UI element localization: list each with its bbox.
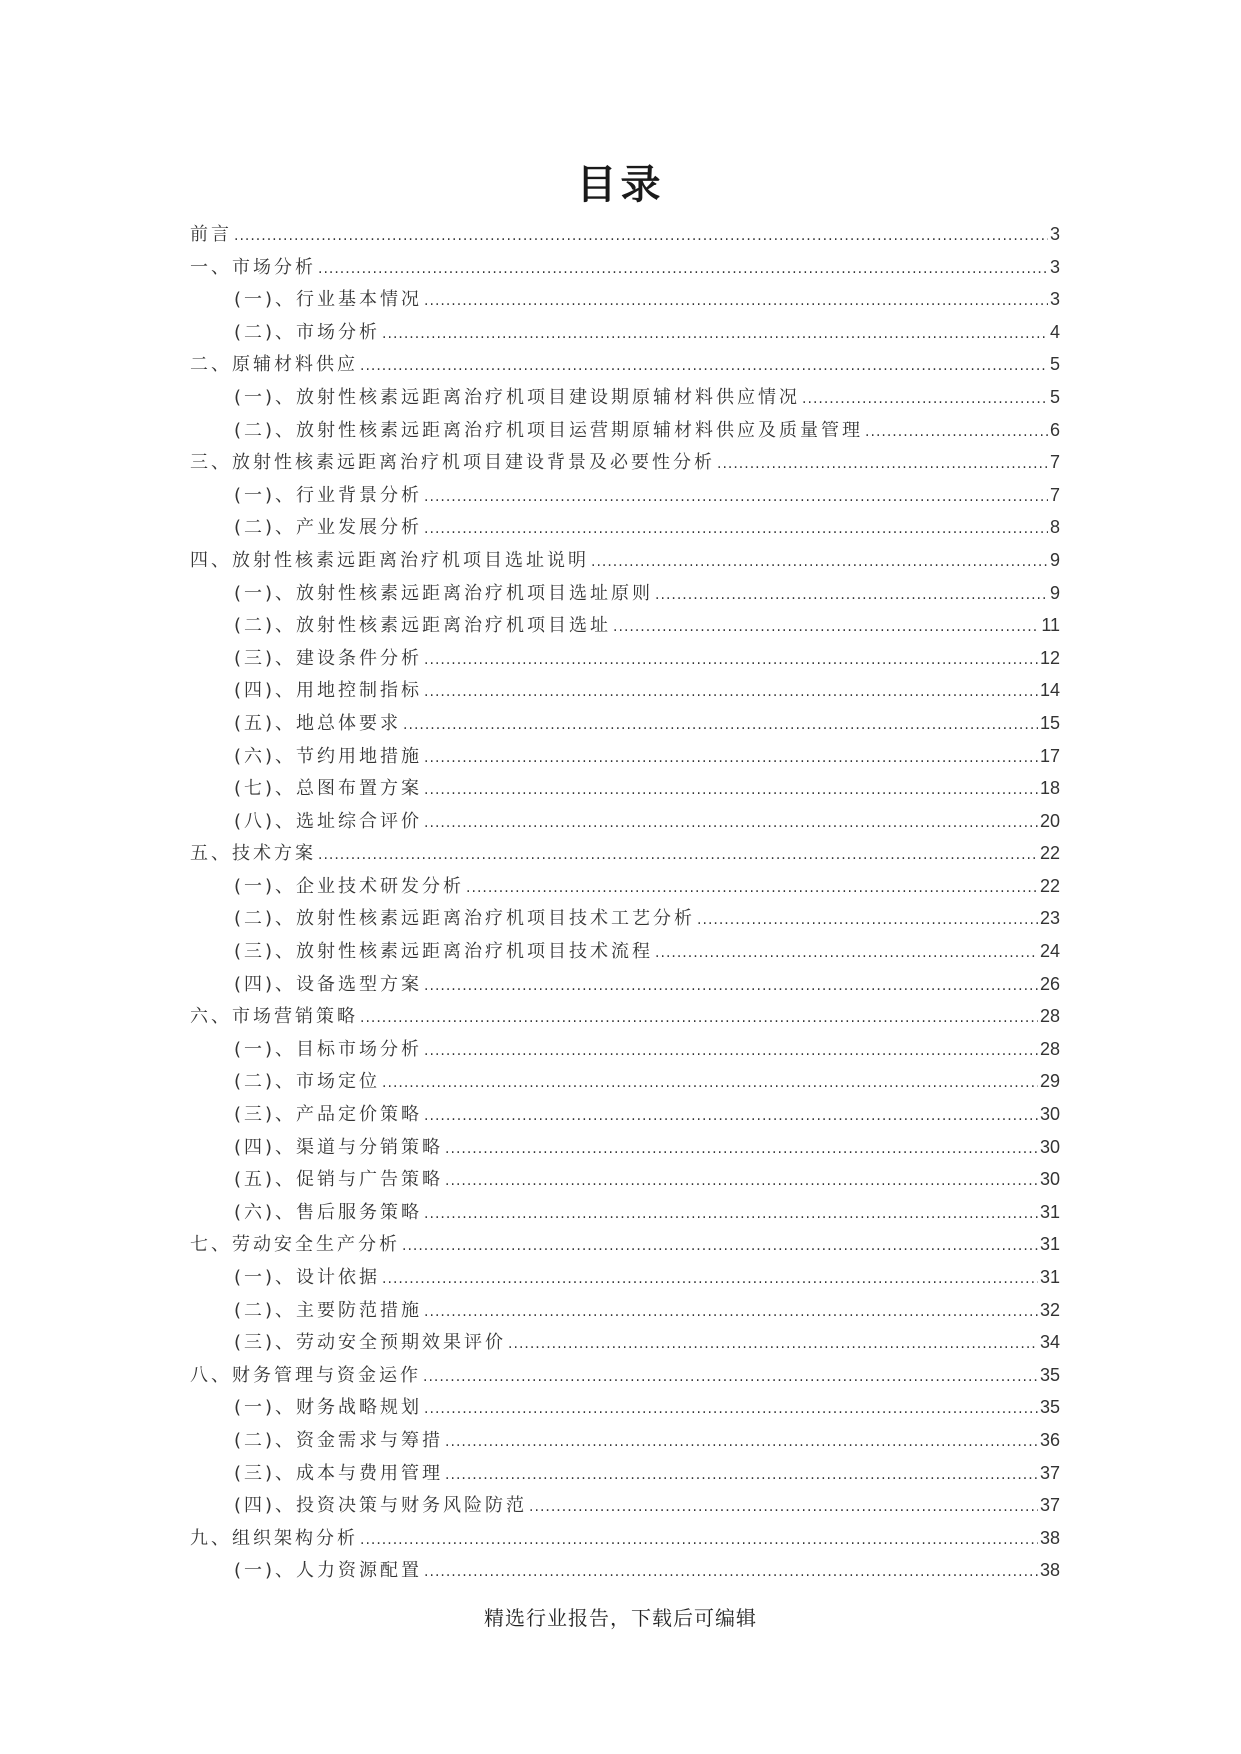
- toc-entry-label: (二)、放射性核素远距离治疗机项目选址: [234, 615, 612, 637]
- toc-entry-page-number: 7: [1049, 484, 1060, 505]
- toc-entry[interactable]: [190, 251, 1060, 284]
- toc-dot-leader: [382, 318, 1048, 351]
- toc-dot-leader: [318, 253, 1048, 286]
- toc-dot-leader: [445, 1459, 1038, 1492]
- toc-entry-label: (三)、产品定价策略: [234, 1104, 423, 1126]
- toc-entry-label: (一)、人力资源配置: [234, 1560, 423, 1582]
- toc-entry-page-number: 7: [1049, 452, 1060, 473]
- toc-dot-leader: [360, 350, 1048, 383]
- toc-entry-label: (二)、市场分析: [234, 321, 381, 343]
- toc-entry[interactable]: [190, 218, 1060, 251]
- toc-entry[interactable]: [190, 707, 1060, 740]
- toc-entry[interactable]: [190, 1131, 1060, 1164]
- toc-entry[interactable]: [190, 1359, 1060, 1392]
- toc-dot-leader: [382, 1067, 1038, 1100]
- toc-entry-page-number: 38: [1039, 1527, 1060, 1548]
- toc-dot-leader: [445, 1426, 1038, 1459]
- toc-entry-page-number: 22: [1039, 875, 1060, 896]
- toc-entry[interactable]: [190, 837, 1060, 870]
- toc-entry[interactable]: [190, 674, 1060, 707]
- toc-entry[interactable]: [190, 609, 1060, 642]
- toc-entry-label: (五)、地总体要求: [234, 712, 402, 734]
- toc-entry-label: (二)、主要防范措施: [234, 1299, 423, 1321]
- toc-entry-page-number: 3: [1049, 289, 1060, 310]
- toc-entry[interactable]: [190, 446, 1060, 479]
- toc-entry-label: (二)、放射性核素远距离治疗机项目运营期原辅材料供应及质量管理: [234, 419, 864, 441]
- toc-entry[interactable]: [190, 968, 1060, 1001]
- toc-dot-leader: [424, 285, 1048, 318]
- toc-dot-leader: [424, 1556, 1038, 1589]
- toc-entry-page-number: 31: [1039, 1201, 1060, 1222]
- toc-entry[interactable]: [190, 870, 1060, 903]
- toc-entry-label: 三、放射性核素远距离治疗机项目建设背景及必要性分析: [190, 452, 715, 474]
- toc-entry[interactable]: [190, 772, 1060, 805]
- toc-entry-page-number: 30: [1039, 1136, 1060, 1157]
- toc-dot-leader: [717, 448, 1048, 481]
- toc-dot-leader: [360, 1002, 1038, 1035]
- toc-entry-label: (一)、设计依据: [234, 1267, 381, 1288]
- toc-entry-page-number: 32: [1039, 1299, 1060, 1320]
- toc-entry-page-number: 28: [1039, 1006, 1060, 1027]
- toc-entry[interactable]: [190, 348, 1060, 381]
- toc-entry[interactable]: [190, 1033, 1060, 1066]
- toc-entry-label: (四)、设备选型方案: [234, 973, 423, 995]
- toc-entry-page-number: 20: [1039, 810, 1060, 831]
- toc-entry-label: (一)、放射性核素远距离治疗机项目建设期原辅材料供应情况: [234, 386, 801, 408]
- toc-dot-leader: [655, 579, 1048, 612]
- toc-entry-label: (二)、市场定位: [234, 1071, 381, 1093]
- toc-entry-page-number: 3: [1049, 256, 1060, 277]
- toc-dot-leader: [445, 1133, 1038, 1166]
- toc-dot-leader: [424, 1035, 1038, 1068]
- toc-entry[interactable]: [190, 316, 1060, 349]
- toc-entry[interactable]: [190, 1228, 1060, 1261]
- toc-entry-label: (一)、放射性核素远距离治疗机项目选址原则: [234, 582, 654, 604]
- toc-dot-leader: [403, 709, 1038, 742]
- toc-entry-label: (四)、用地控制指标: [234, 680, 423, 702]
- toc-entry-page-number: 28: [1039, 1038, 1060, 1059]
- toc-entry[interactable]: [190, 1261, 1060, 1294]
- toc-entry-page-number: 37: [1039, 1462, 1060, 1483]
- toc-entry-page-number: 9: [1049, 549, 1060, 570]
- toc-entry[interactable]: [190, 1424, 1060, 1457]
- toc-entry-page-number: 26: [1039, 973, 1060, 994]
- toc-entry-label: (二)、产业发展分析: [234, 517, 423, 539]
- toc-dot-leader: [423, 1361, 1038, 1394]
- toc-entry-label: 四、放射性核素远距离治疗机项目选址说明: [190, 549, 589, 571]
- toc-entry-page-number: 3: [1049, 224, 1060, 244]
- toc-dot-leader: [424, 970, 1038, 1003]
- toc-entry-label: (三)、放射性核素远距离治疗机项目技术流程: [234, 941, 654, 963]
- toc-entry-label: (四)、投资决策与财务风险防范: [234, 1495, 528, 1517]
- toc-dot-leader: [424, 774, 1038, 807]
- toc-entry[interactable]: [190, 935, 1060, 968]
- toc-entry[interactable]: [190, 381, 1060, 414]
- toc-entry-label: (八)、选址综合评价: [234, 810, 423, 832]
- toc-entry[interactable]: [190, 283, 1060, 316]
- toc-entry[interactable]: [190, 414, 1060, 447]
- toc-entry-label: 七、劳动安全生产分析: [190, 1234, 400, 1256]
- toc-entry[interactable]: [190, 1196, 1060, 1229]
- toc-entry-label: (二)、资金需求与筹措: [234, 1429, 444, 1451]
- toc-entry-page-number: 18: [1039, 778, 1060, 799]
- toc-dot-leader: [424, 481, 1048, 514]
- toc-dot-leader: [424, 513, 1048, 546]
- toc-entry[interactable]: [190, 1000, 1060, 1033]
- toc-entry-page-number: 35: [1039, 1364, 1060, 1385]
- toc-entry[interactable]: [190, 544, 1060, 577]
- toc-dot-leader: [424, 1198, 1038, 1231]
- toc-dot-leader: [424, 807, 1038, 840]
- toc-entry-page-number: 15: [1039, 712, 1060, 733]
- toc-dot-leader: [466, 872, 1038, 905]
- page-footer: 精选行业报告，下载后可编辑: [484, 1606, 757, 1630]
- toc-entry-page-number: 8: [1049, 517, 1060, 538]
- toc-dot-leader: [402, 1230, 1038, 1263]
- page-title: 目录: [576, 162, 665, 208]
- toc-entry[interactable]: [190, 1554, 1060, 1587]
- toc-entry-page-number: 31: [1039, 1267, 1060, 1287]
- toc-dot-leader: [424, 644, 1038, 677]
- toc-entry[interactable]: [190, 577, 1060, 610]
- toc-entry[interactable]: [190, 479, 1060, 512]
- toc-entry-label: (一)、财务战略规划: [234, 1397, 423, 1419]
- toc-entry-page-number: 30: [1039, 1104, 1060, 1125]
- toc-dot-leader: [360, 1524, 1038, 1557]
- toc-entry-label: 八、财务管理与资金运作: [190, 1364, 421, 1386]
- toc-dot-leader: [697, 904, 1038, 937]
- toc-entry-label: (四)、渠道与分销策略: [234, 1136, 444, 1158]
- toc-entry-label: 一、市场分析: [190, 256, 316, 278]
- toc-entry-label: 六、市场营销策略: [190, 1006, 358, 1028]
- toc-dot-leader: [445, 1165, 1038, 1198]
- toc-entry-label: (六)、节约用地措施: [234, 745, 423, 767]
- toc-entry-page-number: 6: [1049, 419, 1060, 440]
- toc-entry-label: (三)、成本与费用管理: [234, 1462, 444, 1484]
- toc-dot-leader: [318, 839, 1038, 872]
- toc-entry-label: (一)、目标市场分析: [234, 1038, 423, 1060]
- toc-dot-leader: [424, 676, 1038, 709]
- toc-entry-page-number: 34: [1039, 1332, 1060, 1353]
- toc-entry[interactable]: [190, 511, 1060, 544]
- toc-entry-page-number: 12: [1039, 647, 1060, 668]
- toc-dot-leader: [529, 1491, 1038, 1524]
- toc-dot-leader: [591, 546, 1048, 579]
- toc-entry[interactable]: [190, 1326, 1060, 1359]
- toc-entry-page-number: 4: [1049, 321, 1060, 342]
- toc-entry-page-number: 37: [1039, 1495, 1060, 1516]
- toc-dot-leader: [424, 1296, 1038, 1329]
- toc-entry[interactable]: [190, 740, 1060, 773]
- toc-entry-page-number: 30: [1039, 1169, 1060, 1190]
- toc-entry-label: 九、组织架构分析: [190, 1527, 358, 1549]
- toc-entry[interactable]: [190, 1391, 1060, 1424]
- toc-entry-label: 前言: [190, 224, 232, 245]
- toc-entry[interactable]: [190, 1294, 1060, 1327]
- toc-entry-label: (一)、企业技术研发分析: [234, 875, 465, 897]
- toc-entry-label: 二、原辅材料供应: [190, 354, 358, 376]
- toc-entry-page-number: 23: [1039, 908, 1060, 929]
- toc-dot-leader: [802, 383, 1048, 416]
- toc-entry[interactable]: [190, 642, 1060, 675]
- toc-dot-leader: [234, 220, 1048, 253]
- toc-entry-page-number: 9: [1049, 582, 1060, 603]
- toc-entry-page-number: 24: [1039, 941, 1060, 962]
- toc-entry-label: (二)、放射性核素远距离治疗机项目技术工艺分析: [234, 908, 696, 930]
- toc-entry-page-number: 31: [1039, 1234, 1060, 1255]
- table-of-contents: [190, 218, 1060, 1587]
- toc-entry[interactable]: [190, 1489, 1060, 1522]
- toc-entry-label: (三)、建设条件分析: [234, 647, 423, 669]
- toc-dot-leader: [508, 1328, 1038, 1361]
- toc-entry-page-number: 36: [1039, 1429, 1060, 1450]
- toc-entry-page-number: 14: [1039, 680, 1060, 701]
- toc-entry-page-number: 5: [1049, 354, 1060, 375]
- toc-dot-leader: [424, 742, 1038, 775]
- toc-entry-label: (三)、劳动安全预期效果评价: [234, 1332, 507, 1354]
- toc-entry-label: (五)、促销与广告策略: [234, 1169, 444, 1191]
- toc-entry[interactable]: [190, 805, 1060, 838]
- toc-dot-leader: [655, 937, 1038, 970]
- toc-entry-label: 五、技术方案: [190, 843, 316, 865]
- toc-entry[interactable]: [190, 1522, 1060, 1555]
- toc-dot-leader: [424, 1100, 1038, 1133]
- toc-entry[interactable]: [190, 1065, 1060, 1098]
- toc-entry-page-number: 38: [1039, 1560, 1060, 1581]
- toc-entry-page-number: 17: [1039, 745, 1060, 766]
- toc-entry[interactable]: [190, 1098, 1060, 1131]
- toc-dot-leader: [613, 611, 1039, 644]
- toc-entry-page-number: 29: [1039, 1071, 1060, 1092]
- toc-entry-label: (一)、行业背景分析: [234, 484, 423, 506]
- toc-entry[interactable]: [190, 902, 1060, 935]
- toc-entry-page-number: 5: [1049, 386, 1060, 407]
- toc-entry[interactable]: [190, 1163, 1060, 1196]
- toc-entry-label: (六)、售后服务策略: [234, 1201, 423, 1223]
- toc-dot-leader: [382, 1263, 1038, 1296]
- toc-entry-label: (七)、总图布置方案: [234, 778, 423, 800]
- toc-entry-label: (一)、行业基本情况: [234, 289, 423, 311]
- toc-entry-page-number: 22: [1039, 843, 1060, 864]
- toc-dot-leader: [424, 1393, 1038, 1426]
- toc-entry-page-number: 35: [1039, 1397, 1060, 1418]
- toc-entry-page-number: 11: [1041, 615, 1060, 636]
- toc-entry[interactable]: [190, 1457, 1060, 1490]
- toc-dot-leader: [865, 416, 1048, 449]
